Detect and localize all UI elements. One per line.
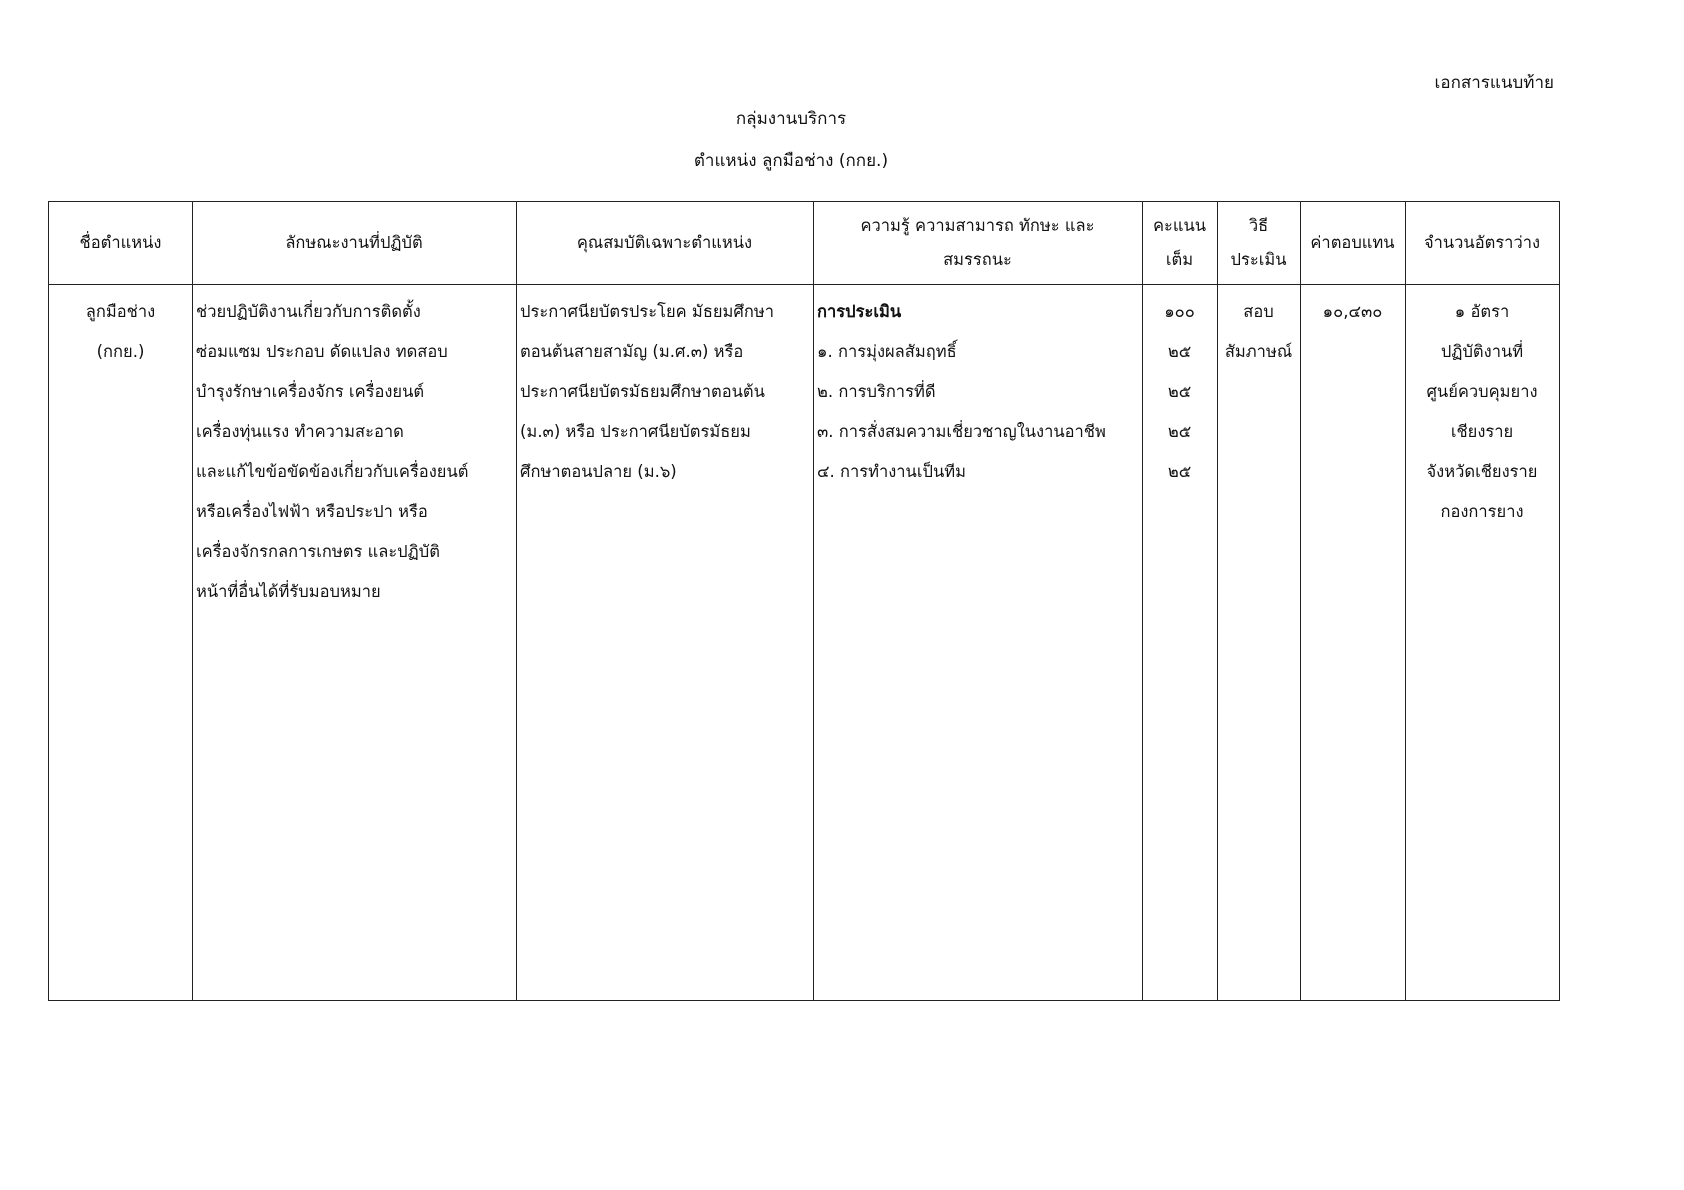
header-pay-text: ค่าตอบแทน <box>1310 233 1395 252</box>
qualification-line: ศึกษาตอนปลาย (ม.๖) <box>520 462 677 481</box>
column-divider <box>516 202 517 1000</box>
position-name-line: (กกย.) <box>96 342 145 361</box>
duties-line: เครื่องจักรกลการเกษตร และปฏิบัติ <box>196 542 440 561</box>
assessment-item: ๔. การทำงานเป็นทีม <box>817 462 966 481</box>
pay-value: ๑๐,๔๓๐ <box>1322 302 1383 321</box>
header-qualifications <box>516 202 813 284</box>
header-method-line1: วิธี <box>1248 216 1269 235</box>
score-value: ๒๕ <box>1167 422 1192 441</box>
duties-line: บำรุงรักษาเครื่องจักร เครื่องยนต์ <box>196 382 425 401</box>
header-position-name-text: ชื่อตำแหน่ง <box>79 233 162 252</box>
header-method-line2: ประเมิน <box>1230 250 1287 269</box>
header-knowledge <box>813 202 1142 284</box>
cell-duties <box>196 284 514 612</box>
assessment-title: การประเมิน <box>817 302 902 321</box>
cell-vacancies <box>1405 284 1559 532</box>
header-knowledge-line2: สมรรถนะ <box>943 250 1012 269</box>
qualification-line: ประกาศนียบัตรประโยค มัธยมศึกษา <box>520 302 775 321</box>
header-position-name <box>49 202 192 284</box>
assessment-item: ๑. การมุ่งผลสัมฤทธิ์ <box>817 342 957 361</box>
duties-line: หน้าที่อื่นได้ที่รับมอบหมาย <box>196 582 381 601</box>
header-method <box>1217 202 1300 284</box>
group-heading: กลุ่มงานบริการ <box>735 109 847 129</box>
position-name-line: ลูกมือช่าง <box>85 302 156 321</box>
header-full-score <box>1142 202 1217 284</box>
header-qualifications-text: คุณสมบัติเฉพาะตำแหน่ง <box>576 233 753 252</box>
position-table <box>48 201 1560 1001</box>
vacancy-line: ศูนย์ควบคุมยาง <box>1426 382 1538 401</box>
duties-line: ซ่อมแซม ประกอบ ดัดแปลง ทดสอบ <box>196 342 448 361</box>
duties-line: และแก้ไขข้อขัดข้องเกี่ยวกับเครื่องยนต์ <box>196 462 469 481</box>
header-vacancies <box>1405 202 1559 284</box>
method-line: สอบ <box>1243 302 1274 321</box>
score-value: ๑๐๐ <box>1164 302 1195 321</box>
vacancy-line: เชียงราย <box>1450 422 1514 441</box>
vacancy-line: จังหวัดเชียงราย <box>1426 462 1538 481</box>
score-value: ๒๕ <box>1167 462 1192 481</box>
cell-method <box>1217 284 1300 372</box>
header-pay <box>1300 202 1405 284</box>
attachment-label: เอกสารแนบท้าย <box>1434 73 1554 93</box>
duties-line: ช่วยปฏิบัติงานเกี่ยวกับการติดตั้ง <box>196 302 421 321</box>
header-vacancies-text: จำนวนอัตราว่าง <box>1423 233 1541 252</box>
duties-line: เครื่องทุ่นแรง ทำความสะอาด <box>196 422 404 441</box>
qualification-line: ตอนต้นสายสามัญ (ม.ศ.๓) หรือ <box>520 342 744 361</box>
vacancy-line: ปฏิบัติงานที่ <box>1440 342 1524 361</box>
vacancy-line: ๑ อัตรา <box>1454 302 1510 321</box>
header-duties <box>192 202 516 284</box>
duties-line: หรือเครื่องไฟฟ้า หรือประปา หรือ <box>196 502 428 521</box>
assessment-item: ๒. การบริการที่ดี <box>817 382 936 401</box>
method-line: สัมภาษณ์ <box>1224 342 1293 361</box>
position-heading: ตำแหน่ง ลูกมือช่าง (กกย.) <box>693 151 889 171</box>
cell-pay <box>1300 284 1405 332</box>
header-knowledge-line1: ความรู้ ความสามารถ ทักษะ และ <box>860 216 1095 235</box>
score-value: ๒๕ <box>1167 342 1192 361</box>
header-score-line2: เต็ม <box>1165 250 1194 269</box>
assessment-item: ๓. การสั่งสมความเชี่ยวชาญในงานอาชีพ <box>817 422 1106 441</box>
vacancy-line: กองการยาง <box>1440 502 1524 521</box>
cell-assessment <box>817 284 1140 492</box>
cell-position-name <box>49 284 192 372</box>
qualification-line: ประกาศนียบัตรมัธยมศึกษาตอนต้น <box>520 382 765 401</box>
qualification-line: (ม.๓) หรือ ประกาศนียบัตรมัธยม <box>520 422 751 441</box>
cell-scores <box>1142 284 1217 492</box>
column-divider <box>813 202 814 1000</box>
cell-qualifications <box>520 284 811 492</box>
header-score-line1: คะแนน <box>1152 216 1207 235</box>
score-value: ๒๕ <box>1167 382 1192 401</box>
column-divider <box>192 202 193 1000</box>
header-duties-text: ลักษณะงานที่ปฏิบัติ <box>285 233 423 252</box>
